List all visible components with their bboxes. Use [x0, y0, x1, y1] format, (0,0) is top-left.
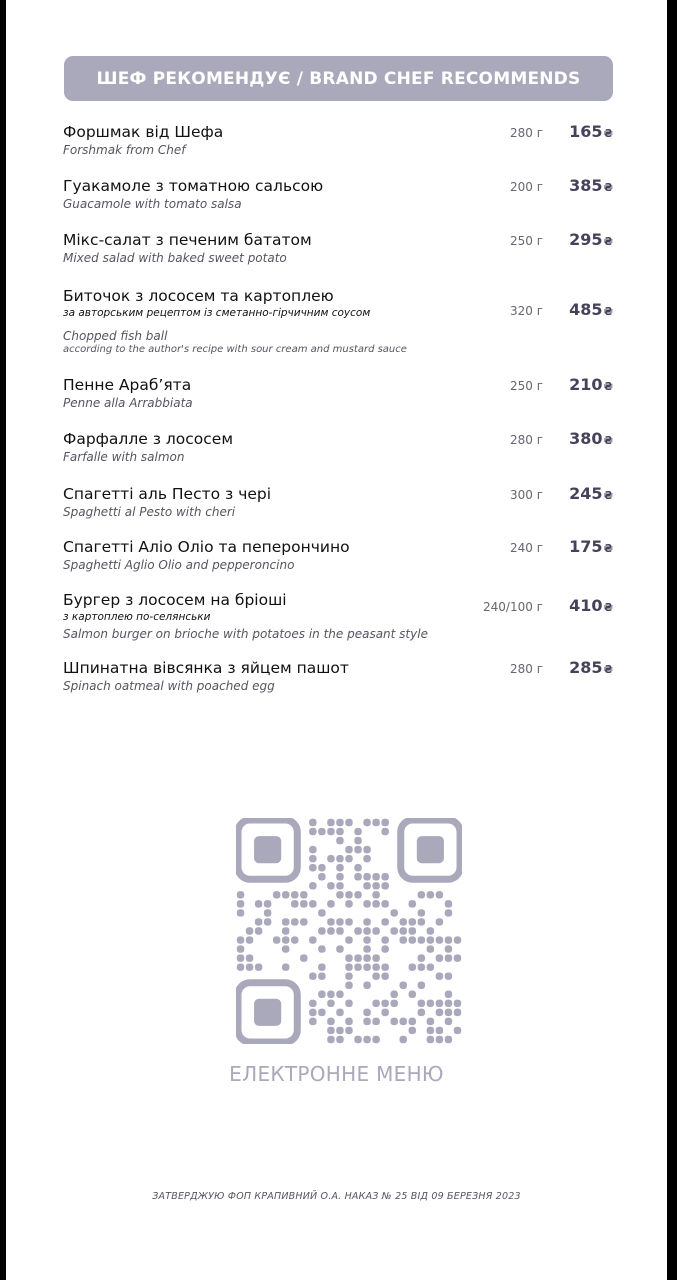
- qr-module: [409, 991, 416, 998]
- qr-module: [273, 936, 280, 943]
- qr-module: [427, 927, 434, 934]
- currency-symbol: ₴: [603, 542, 613, 555]
- qr-module: [318, 873, 325, 880]
- item-weight: 250 г: [509, 379, 543, 393]
- section-title: ШЕФ РЕКОМЕНДУЄ / BRAND CHEF RECOMMENDS: [96, 68, 581, 89]
- qr-module: [327, 991, 334, 998]
- qr-module: [390, 927, 397, 934]
- qr-module: [363, 900, 370, 907]
- qr-module: [246, 963, 253, 970]
- qr-module: [246, 927, 253, 934]
- qr-module: [327, 1027, 334, 1034]
- currency-symbol: ₴: [603, 663, 613, 676]
- menu-item: [63, 286, 613, 356]
- qr-module: [445, 945, 452, 952]
- qr-module: [282, 945, 289, 952]
- qr-module: [300, 900, 307, 907]
- item-name: Мікс-салат з печеним бататом: [63, 231, 312, 249]
- currency-symbol: ₴: [603, 601, 613, 614]
- price-value: 295: [569, 230, 603, 249]
- qr-finder-bottom-left: [238, 983, 297, 1042]
- qr-module: [436, 918, 443, 925]
- qr-module: [400, 936, 407, 943]
- item-name-en: Farfalle with salmon: [63, 450, 185, 464]
- item-price: [569, 230, 613, 249]
- qr-module: [400, 1018, 407, 1025]
- qr-module: [255, 963, 262, 970]
- qr-module: [291, 936, 298, 943]
- qr-module: [427, 1000, 434, 1007]
- qr-module: [318, 945, 325, 952]
- qr-module: [336, 1036, 343, 1043]
- item-name-en: Salmon burger on brioche with potatoes in the peasant style: [63, 627, 428, 641]
- qr-module: [345, 1018, 352, 1025]
- item-price: [569, 300, 613, 319]
- qr-module: [345, 891, 352, 898]
- qr-module: [445, 1018, 452, 1025]
- qr-module: [345, 855, 352, 862]
- price-value: 210: [569, 375, 603, 394]
- qr-module: [363, 1018, 370, 1025]
- qr-module: [291, 891, 298, 898]
- qr-module: [336, 873, 343, 880]
- item-weight: 240/100 г: [483, 600, 543, 614]
- qr-module: [246, 936, 253, 943]
- price-value: 165: [569, 122, 603, 141]
- item-price: [569, 176, 613, 195]
- qr-module: [354, 864, 361, 871]
- qr-module: [327, 918, 334, 925]
- qr-module: [427, 1027, 434, 1034]
- qr-module: [354, 891, 361, 898]
- currency-symbol: ₴: [603, 181, 613, 194]
- qr-module: [436, 972, 443, 979]
- item-weight: 200 г: [509, 180, 543, 194]
- qr-module: [436, 954, 443, 961]
- qr-module: [336, 918, 343, 925]
- qr-module: [354, 1036, 361, 1043]
- qr-module: [363, 846, 370, 853]
- currency-symbol: ₴: [603, 434, 613, 447]
- qr-module: [264, 900, 271, 907]
- item-name-en: Guacamole with tomato salsa: [63, 197, 242, 211]
- menu-item: [63, 484, 613, 520]
- qr-module: [445, 900, 452, 907]
- item-price: [569, 658, 613, 677]
- qr-module: [390, 991, 397, 998]
- currency-symbol: ₴: [603, 127, 613, 140]
- currency-symbol: ₴: [603, 305, 613, 318]
- qr-module: [282, 927, 289, 934]
- qr-module: [309, 972, 316, 979]
- qr-module: [427, 945, 434, 952]
- item-name: Бургер з лососем на бріоші: [63, 591, 287, 609]
- qr-module: [418, 891, 425, 898]
- item-name-en: Spinach oatmeal with poached egg: [63, 679, 275, 693]
- qr-module: [445, 936, 452, 943]
- item-description: за авторським рецептом із сметанно-гірчичним соусом: [63, 307, 371, 319]
- qr-module: [372, 927, 379, 934]
- qr-module: [354, 927, 361, 934]
- qr-module: [409, 927, 416, 934]
- item-price: [569, 122, 613, 141]
- qr-module: [336, 991, 343, 998]
- qr-module: [336, 882, 343, 889]
- qr-module: [345, 936, 352, 943]
- qr-module: [237, 963, 244, 970]
- qr-module: [336, 864, 343, 871]
- qr-module: [255, 900, 262, 907]
- qr-module: [372, 1018, 379, 1025]
- qr-module: [309, 1018, 316, 1025]
- qr-module: [309, 864, 316, 871]
- qr-module: [318, 972, 325, 979]
- qr-module: [381, 945, 388, 952]
- qr-module: [454, 1009, 461, 1016]
- qr-module: [445, 1009, 452, 1016]
- qr-module: [237, 936, 244, 943]
- qr-module: [327, 1000, 334, 1007]
- item-weight: 280 г: [509, 126, 543, 140]
- qr-module: [336, 819, 343, 826]
- qr-module: [381, 873, 388, 880]
- qr-module: [291, 900, 298, 907]
- qr-module: [381, 882, 388, 889]
- qr-module: [327, 927, 334, 934]
- qr-module: [400, 1036, 407, 1043]
- item-name: Спагетті Аліо Оліо та пеперончино: [63, 538, 350, 556]
- qr-module: [363, 945, 370, 952]
- qr-module: [390, 909, 397, 916]
- item-weight: 280 г: [509, 662, 543, 676]
- qr-module: [336, 1009, 343, 1016]
- qr-module: [327, 855, 334, 862]
- qr-module: [282, 963, 289, 970]
- qr-module: [363, 873, 370, 880]
- menu-item: [63, 375, 613, 411]
- qr-module: [363, 1009, 370, 1016]
- qr-module: [363, 982, 370, 989]
- qr-module: [327, 828, 334, 835]
- qr-module: [445, 1036, 452, 1043]
- qr-finder-top-right: [401, 820, 460, 879]
- qr-module: [454, 1027, 461, 1034]
- qr-module: [436, 1036, 443, 1043]
- qr-module: [336, 927, 343, 934]
- price-value: 175: [569, 537, 603, 556]
- qr-module: [418, 918, 425, 925]
- qr-module: [381, 819, 388, 826]
- qr-module: [454, 1000, 461, 1007]
- item-description: з картоплею по-селянськи: [63, 611, 211, 623]
- qr-module: [246, 954, 253, 961]
- qr-module: [418, 963, 425, 970]
- qr-module: [318, 1009, 325, 1016]
- qr-module: [418, 1000, 425, 1007]
- qr-module: [309, 1009, 316, 1016]
- qr-module: [436, 1000, 443, 1007]
- qr-module: [345, 1027, 352, 1034]
- qr-module: [327, 819, 334, 826]
- qr-module: [345, 954, 352, 961]
- qr-module: [354, 963, 361, 970]
- menu-item: [63, 537, 613, 573]
- qr-module: [309, 882, 316, 889]
- qr-module: [445, 954, 452, 961]
- item-price: [569, 429, 613, 448]
- qr-module: [390, 1018, 397, 1025]
- qr-module: [354, 828, 361, 835]
- qr-module: [255, 918, 262, 925]
- qr-module: [418, 1009, 425, 1016]
- qr-module: [418, 982, 425, 989]
- qr-module: [363, 1036, 370, 1043]
- qr-module: [327, 900, 334, 907]
- qr-module: [409, 1018, 416, 1025]
- item-name: Пенне Араб’ята: [63, 376, 192, 394]
- qr-module: [363, 927, 370, 934]
- qr-module: [381, 918, 388, 925]
- qr-module: [345, 846, 352, 853]
- price-value: 285: [569, 658, 603, 677]
- qr-module: [318, 909, 325, 916]
- item-name: Фарфалле з лососем: [63, 430, 234, 448]
- qr-module: [372, 1000, 379, 1007]
- qr-module: [427, 963, 434, 970]
- qr-module: [309, 819, 316, 826]
- qr-module: [327, 1036, 334, 1043]
- qr-module: [318, 864, 325, 871]
- qr-module: [381, 972, 388, 979]
- price-value: 410: [569, 596, 603, 615]
- qr-module: [318, 828, 325, 835]
- qr-module: [436, 1009, 443, 1016]
- qr-module: [363, 936, 370, 943]
- qr-module: [336, 945, 343, 952]
- qr-module: [363, 819, 370, 826]
- qr-module: [409, 918, 416, 925]
- qr-module: [381, 828, 388, 835]
- qr-module: [454, 954, 461, 961]
- item-weight: 300 г: [509, 488, 543, 502]
- qr-module: [409, 936, 416, 943]
- qr-module: [345, 900, 352, 907]
- qr-module: [291, 918, 298, 925]
- item-name-en: Chopped fish ball: [63, 329, 168, 343]
- item-weight: 240 г: [509, 541, 543, 555]
- qr-module: [418, 909, 425, 916]
- qr-module: [372, 891, 379, 898]
- qr-module: [372, 882, 379, 889]
- approval-footer: ЗАТВЕРДЖУЮ ФОП КРАПИВНИЙ О.А. НАКАЗ № 25 ВІД 09 БЕРЕЗНЯ 2023: [152, 1191, 521, 1202]
- qr-module: [400, 918, 407, 925]
- qr-module: [372, 900, 379, 907]
- price-value: 245: [569, 484, 603, 503]
- item-name-en: Forshmak from Chef: [63, 143, 186, 157]
- qr-module: [309, 855, 316, 862]
- qr-module: [427, 891, 434, 898]
- qr-module: [345, 918, 352, 925]
- currency-symbol: ₴: [603, 489, 613, 502]
- qr-module: [390, 1000, 397, 1007]
- qr-module: [363, 855, 370, 862]
- qr-module: [345, 972, 352, 979]
- qr-module: [436, 936, 443, 943]
- qr-module: [237, 945, 244, 952]
- item-price: [569, 375, 613, 394]
- qr-module: [381, 936, 388, 943]
- qr-module: [282, 891, 289, 898]
- qr-module: [309, 828, 316, 835]
- qr-module: [255, 927, 262, 934]
- qr-module: [345, 819, 352, 826]
- qr-module: [336, 855, 343, 862]
- qr-module: [454, 936, 461, 943]
- qr-module: [318, 991, 325, 998]
- qr-module: [381, 963, 388, 970]
- menu-item: [63, 590, 613, 642]
- price-value: 485: [569, 300, 603, 319]
- qr-module: [345, 982, 352, 989]
- item-name: Шпинатна вівсянка з яйцем пашот: [63, 659, 349, 677]
- menu-item: [63, 122, 613, 158]
- qr-module: [381, 1000, 388, 1007]
- item-name-en: Penne alla Arrabbiata: [63, 396, 193, 410]
- item-description-en: according to the author's recipe with sour cream and mustard sauce: [63, 344, 407, 355]
- qr-module: [445, 1000, 452, 1007]
- qr-module: [237, 909, 244, 916]
- qr-module: [372, 819, 379, 826]
- qr-module: [273, 891, 280, 898]
- qr-module: [409, 963, 416, 970]
- qr-module: [372, 963, 379, 970]
- price-value: 385: [569, 176, 603, 195]
- qr-module: [309, 936, 316, 943]
- item-name: Биточок з лососем та картоплею: [63, 287, 334, 305]
- qr-module: [409, 1027, 416, 1034]
- qr-module: [400, 982, 407, 989]
- qr-module: [381, 900, 388, 907]
- item-name-en: Mixed salad with baked sweet potato: [63, 251, 287, 265]
- qr-code-icon[interactable]: [236, 818, 462, 1044]
- qr-module: [309, 900, 316, 907]
- qr-module: [418, 954, 425, 961]
- item-weight: 320 г: [509, 304, 543, 318]
- item-weight: 250 г: [509, 234, 543, 248]
- qr-module: [409, 900, 416, 907]
- qr-module: [381, 1009, 388, 1016]
- qr-module: [300, 891, 307, 898]
- qr-module: [300, 954, 307, 961]
- menu-item: [63, 658, 613, 694]
- qr-module: [318, 963, 325, 970]
- qr-module: [363, 918, 370, 925]
- qr-module: [445, 909, 452, 916]
- item-price: [569, 537, 613, 556]
- section-banner: [64, 56, 613, 101]
- qr-module: [318, 927, 325, 934]
- qr-module: [327, 882, 334, 889]
- qr-module: [237, 900, 244, 907]
- qr-module: [237, 954, 244, 961]
- qr-module: [354, 954, 361, 961]
- menu-item: [63, 230, 613, 266]
- currency-symbol: ₴: [603, 380, 613, 393]
- qr-module: [300, 918, 307, 925]
- qr-module: [436, 1027, 443, 1034]
- menu-page: [6, 0, 667, 1280]
- item-price: [569, 484, 613, 503]
- qr-module: [427, 1036, 434, 1043]
- qr-module: [282, 918, 289, 925]
- item-name: Форшмак від Шефа: [63, 123, 224, 141]
- qr-module: [427, 936, 434, 943]
- qr-module: [282, 936, 289, 943]
- qr-module: [327, 1018, 334, 1025]
- qr-module: [345, 1000, 352, 1007]
- qr-module: [363, 954, 370, 961]
- qr-caption: ЕЛЕКТРОННЕ МЕНЮ: [229, 1062, 444, 1086]
- qr-module: [354, 873, 361, 880]
- qr-module: [309, 1000, 316, 1007]
- menu-item: [63, 176, 613, 212]
- qr-module: [436, 891, 443, 898]
- qr-module: [354, 846, 361, 853]
- qr-module: [372, 873, 379, 880]
- qr-module: [372, 972, 379, 979]
- qr-module: [336, 1027, 343, 1034]
- item-name: Спагетті аль Песто з чері: [63, 485, 272, 503]
- item-name: Гуакамоле з томатною сальсою: [63, 177, 324, 195]
- qr-module: [363, 963, 370, 970]
- qr-module: [354, 837, 361, 844]
- qr-module: [372, 954, 379, 961]
- qr-module: [427, 1018, 434, 1025]
- qr-module: [345, 963, 352, 970]
- item-name-en: Spaghetti Aglio Olio and pepperoncino: [63, 558, 295, 572]
- qr-module: [400, 927, 407, 934]
- qr-module: [363, 882, 370, 889]
- price-value: 380: [569, 429, 603, 448]
- currency-symbol: ₴: [603, 235, 613, 248]
- qr-module: [445, 972, 452, 979]
- qr-module: [264, 909, 271, 916]
- qr-module: [372, 1036, 379, 1043]
- qr-module: [336, 891, 343, 898]
- qr-module: [309, 846, 316, 853]
- qr-module: [237, 891, 244, 898]
- qr-module: [336, 837, 343, 844]
- qr-finder-top-left: [238, 820, 297, 879]
- qr-module: [418, 936, 425, 943]
- menu-item: [63, 429, 613, 465]
- qr-module: [445, 991, 452, 998]
- item-price: [569, 596, 613, 615]
- item-name-en: Spaghetti al Pesto with cheri: [63, 505, 236, 519]
- item-weight: 280 г: [509, 433, 543, 447]
- qr-module: [336, 828, 343, 835]
- qr-module: [264, 918, 271, 925]
